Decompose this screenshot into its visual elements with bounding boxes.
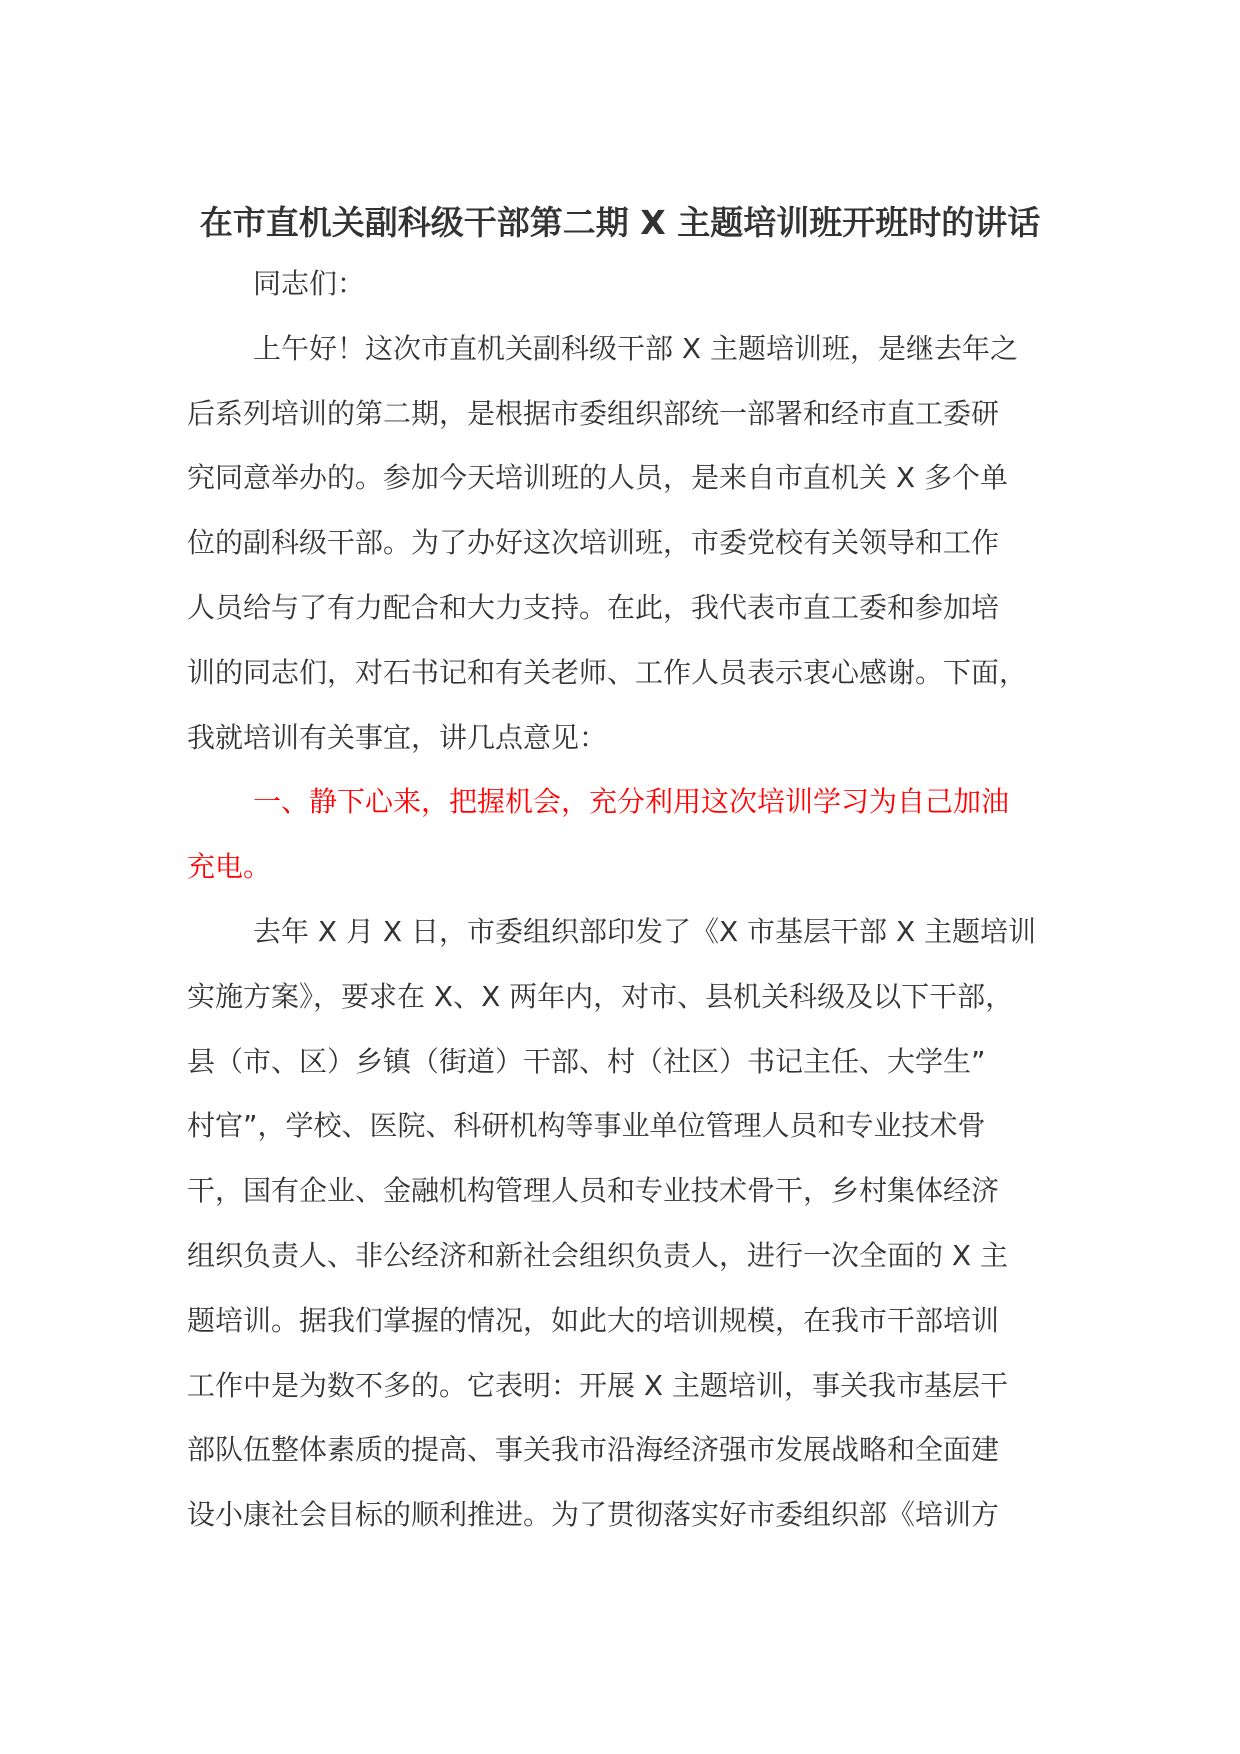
paragraph-line: 上午好！这次市直机关副科级干部 X 主题培训班，是继去年之 [253, 331, 1018, 365]
paragraph-line: 设小康社会目标的顺利推进。为了贯彻落实好市委组织部《培训方 [187, 1498, 1000, 1532]
section-heading-line: 一、静下心来，把握机会，充分利用这次培训学习为自己加油 [253, 785, 1010, 819]
paragraph-line: 村官”，学校、医院、科研机构等事业单位管理人员和专业技术骨 [187, 1109, 986, 1143]
paragraph-line: 部队伍整体素质的提高、事关我市沿海经济强市发展战略和全面建 [187, 1433, 1000, 1467]
paragraph-line: 工作中是为数不多的。它表明：开展 X 主题培训，事关我市基层干 [187, 1368, 1008, 1402]
paragraph-line: 组织负责人、非公经济和新社会组织负责人，进行一次全面的 X 主 [187, 1238, 1008, 1272]
section-heading-line: 充电。 [187, 850, 272, 884]
document-title: 在市直机关副科级干部第二期 X 主题培训班开班时的讲话 [199, 203, 1041, 242]
paragraph-line: 后系列培训的第二期，是根据市委组织部统一部署和经市直工委研 [187, 396, 1000, 430]
paragraph-line: 题培训。据我们掌握的情况，如此大的培训规模，在我市干部培训 [187, 1303, 1000, 1337]
document-body [187, 252, 1067, 1548]
paragraph-line: 人员给与了有力配合和大力支持。在此，我代表市直工委和参加培 [187, 590, 1000, 624]
paragraph-line: 同志们： [253, 267, 366, 300]
paragraph-line: 究同意举办的。参加今天培训班的人员，是来自市直机关 X 多个单 [187, 461, 1008, 495]
paragraph-line: 训的同志们，对石书记和有关老师、工作人员表示衷心感谢。下面， [187, 655, 1028, 689]
paragraph-line: 县（市、区）乡镇（街道）干部、村（社区）书记主任、大学生” [187, 1044, 986, 1078]
paragraph-line: 我就培训有关事宜，讲几点意见： [187, 720, 608, 754]
paragraph-line: 干，国有企业、金融机构管理人员和专业技术骨干，乡村集体经济 [187, 1174, 1000, 1208]
paragraph-line: 位的副科级干部。为了办好这次培训班，市委党校有关领导和工作 [187, 526, 1000, 560]
paragraph-line: 实施方案》，要求在 X、X 两年内，对市、县机关科级及以下干部， [187, 979, 1014, 1013]
paragraph-line: 去年 X 月 X 日，市委组织部印发了《X 市基层干部 X 主题培训 [253, 914, 1037, 948]
